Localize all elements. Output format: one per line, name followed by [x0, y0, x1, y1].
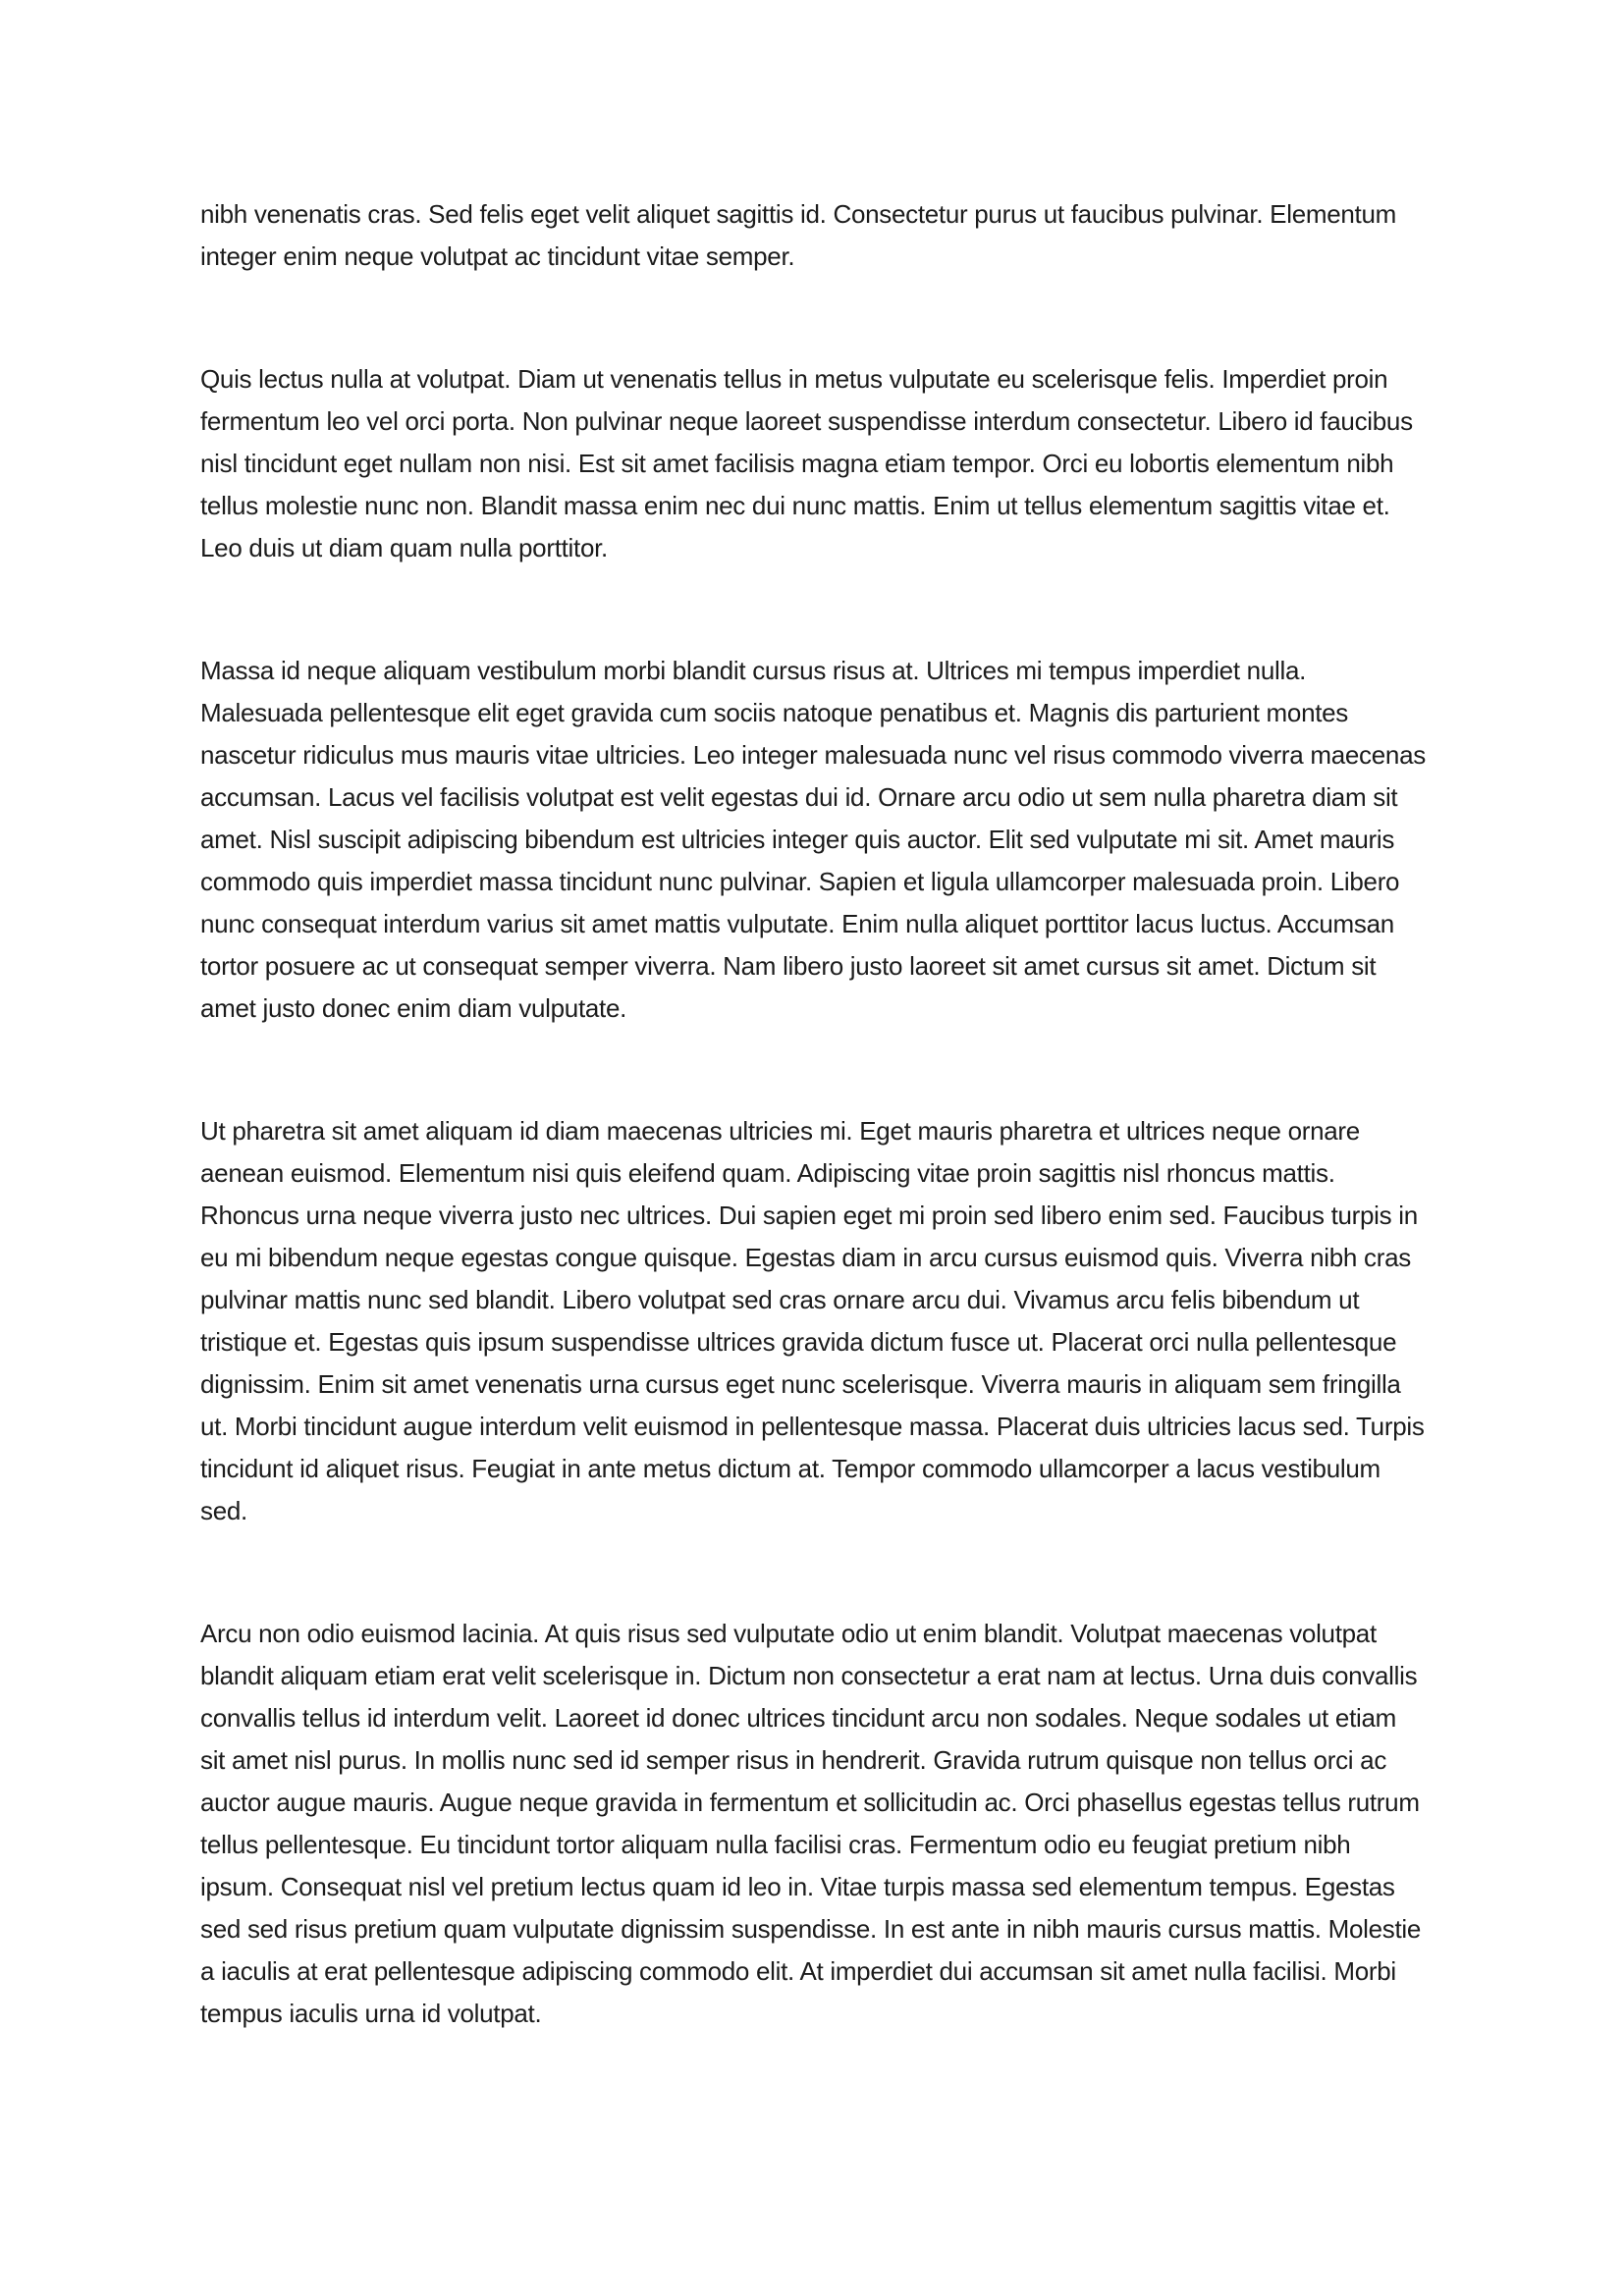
paragraph-1: nibh venenatis cras. Sed felis eget velit aliquet sagittis id. Consectetur purus ut faucibus pulvinar. Elementum integer enim neque volutpat ac tincidunt vitae semper. — [200, 199, 1396, 271]
paragraph-2: Quis lectus nulla at volutpat. Diam ut venenatis tellus in metus vulputate eu scelerisque felis. Imperdiet proin fermentum leo vel orci porta. Non pulvinar neque laoreet suspendisse interdum consectetur. Libero id faucibus nisl tincidunt eget nullam non nisi. Est sit amet facilisis magna etiam tempor. Orci eu lobortis elementum nibh tellus molestie nunc non. Blandit massa enim nec dui nunc mattis. Enim ut tellus elementum sagittis vitae et. Leo duis ut diam quam nulla porttitor. — [200, 364, 1413, 562]
paragraph-4: Ut pharetra sit amet aliquam id diam maecenas ultricies mi. Eget mauris pharetra et ultrices neque ornare aenean euismod. Elementum nisi quis eleifend quam. Adipiscing vitae proin sagittis nisl rhoncus mattis. Rhoncus urna neque viverra justo nec ultrices. Dui sapien eget mi proin sed libero enim sed. Faucibus turpis in eu mi bibendum neque egestas congue quisque. Egestas diam in arcu cursus euismod quis. Viverra nibh cras pulvinar mattis nunc sed blandit. Libero volutpat sed cras ornare arcu dui. Vivamus arcu felis bibendum ut tristique et. Egestas quis ipsum suspendisse ultrices gravida dictum fusce ut. Placerat orci nulla pellentesque dignissim. Enim sit amet venenatis urna cursus eget nunc scelerisque. Viverra mauris in aliquam sem fringilla ut. Morbi tincidunt augue interdum velit euismod in pellentesque massa. Placerat duis ultricies lacus sed. Turpis tincidunt id aliquet risus. Feugiat in ante metus dictum at. Tempor commodo ullamcorper a lacus vestibulum sed. — [200, 1116, 1425, 1525]
paragraph-5: Arcu non odio euismod lacinia. At quis risus sed vulputate odio ut enim blandit. Volutpat maecenas volutpat blandit aliquam etiam erat velit scelerisque in. Dictum non consectetur a erat nam at lectus. Urna duis convallis convallis tellus id interdum velit. Laoreet id donec ultrices tincidunt arcu non sodales. Neque sodales ut etiam sit amet nisl purus. In mollis nunc sed id semper risus in hendrerit. Gravida rutrum quisque non tellus orci ac auctor augue mauris. Augue neque gravida in fermentum et sollicitudin ac. Orci phasellus egestas tellus rutrum tellus pellentesque. Eu tincidunt tortor aliquam nulla facilisi cras. Fermentum odio eu feugiat pretium nibh ipsum. Consequat nisl vel pretium lectus quam id leo in. Vitae turpis massa sed elementum tempus. Egestas sed sed risus pretium quam vulputate dignissim suspendisse. In est ante in nibh mauris cursus mattis. Molestie a iaculis at erat pellentesque adipiscing commodo elit. At imperdiet dui accumsan sit amet nulla facilisi. Morbi tempus iaculis urna id volutpat. — [200, 1619, 1422, 2028]
paragraph-3: Massa id neque aliquam vestibulum morbi blandit cursus risus at. Ultrices mi tempus imperdiet nulla. Malesuada pellentesque elit eget gravida cum sociis natoque penatibus et. Magnis dis parturient montes nascetur ridiculus mus mauris vitae ultricies. Leo integer malesuada nunc vel risus commodo viverra maecenas accumsan. Lacus vel facilisis volutpat est velit egestas dui id. Ornare arcu odio ut sem nulla pharetra diam sit amet. Nisl suscipit adipiscing bibendum est ultricies integer quis auctor. Elit sed vulputate mi sit. Amet mauris commodo quis imperdiet massa tincidunt nunc pulvinar. Sapien et ligula ullamcorper malesuada proin. Libero nunc consequat interdum varius sit amet mattis vulputate. Enim nulla aliquet porttitor lacus luctus. Accumsan tortor posuere ac ut consequat semper viverra. Nam libero justo laoreet sit amet cursus sit amet. Dictum sit amet justo donec enim diam vulputate. — [200, 656, 1426, 1023]
